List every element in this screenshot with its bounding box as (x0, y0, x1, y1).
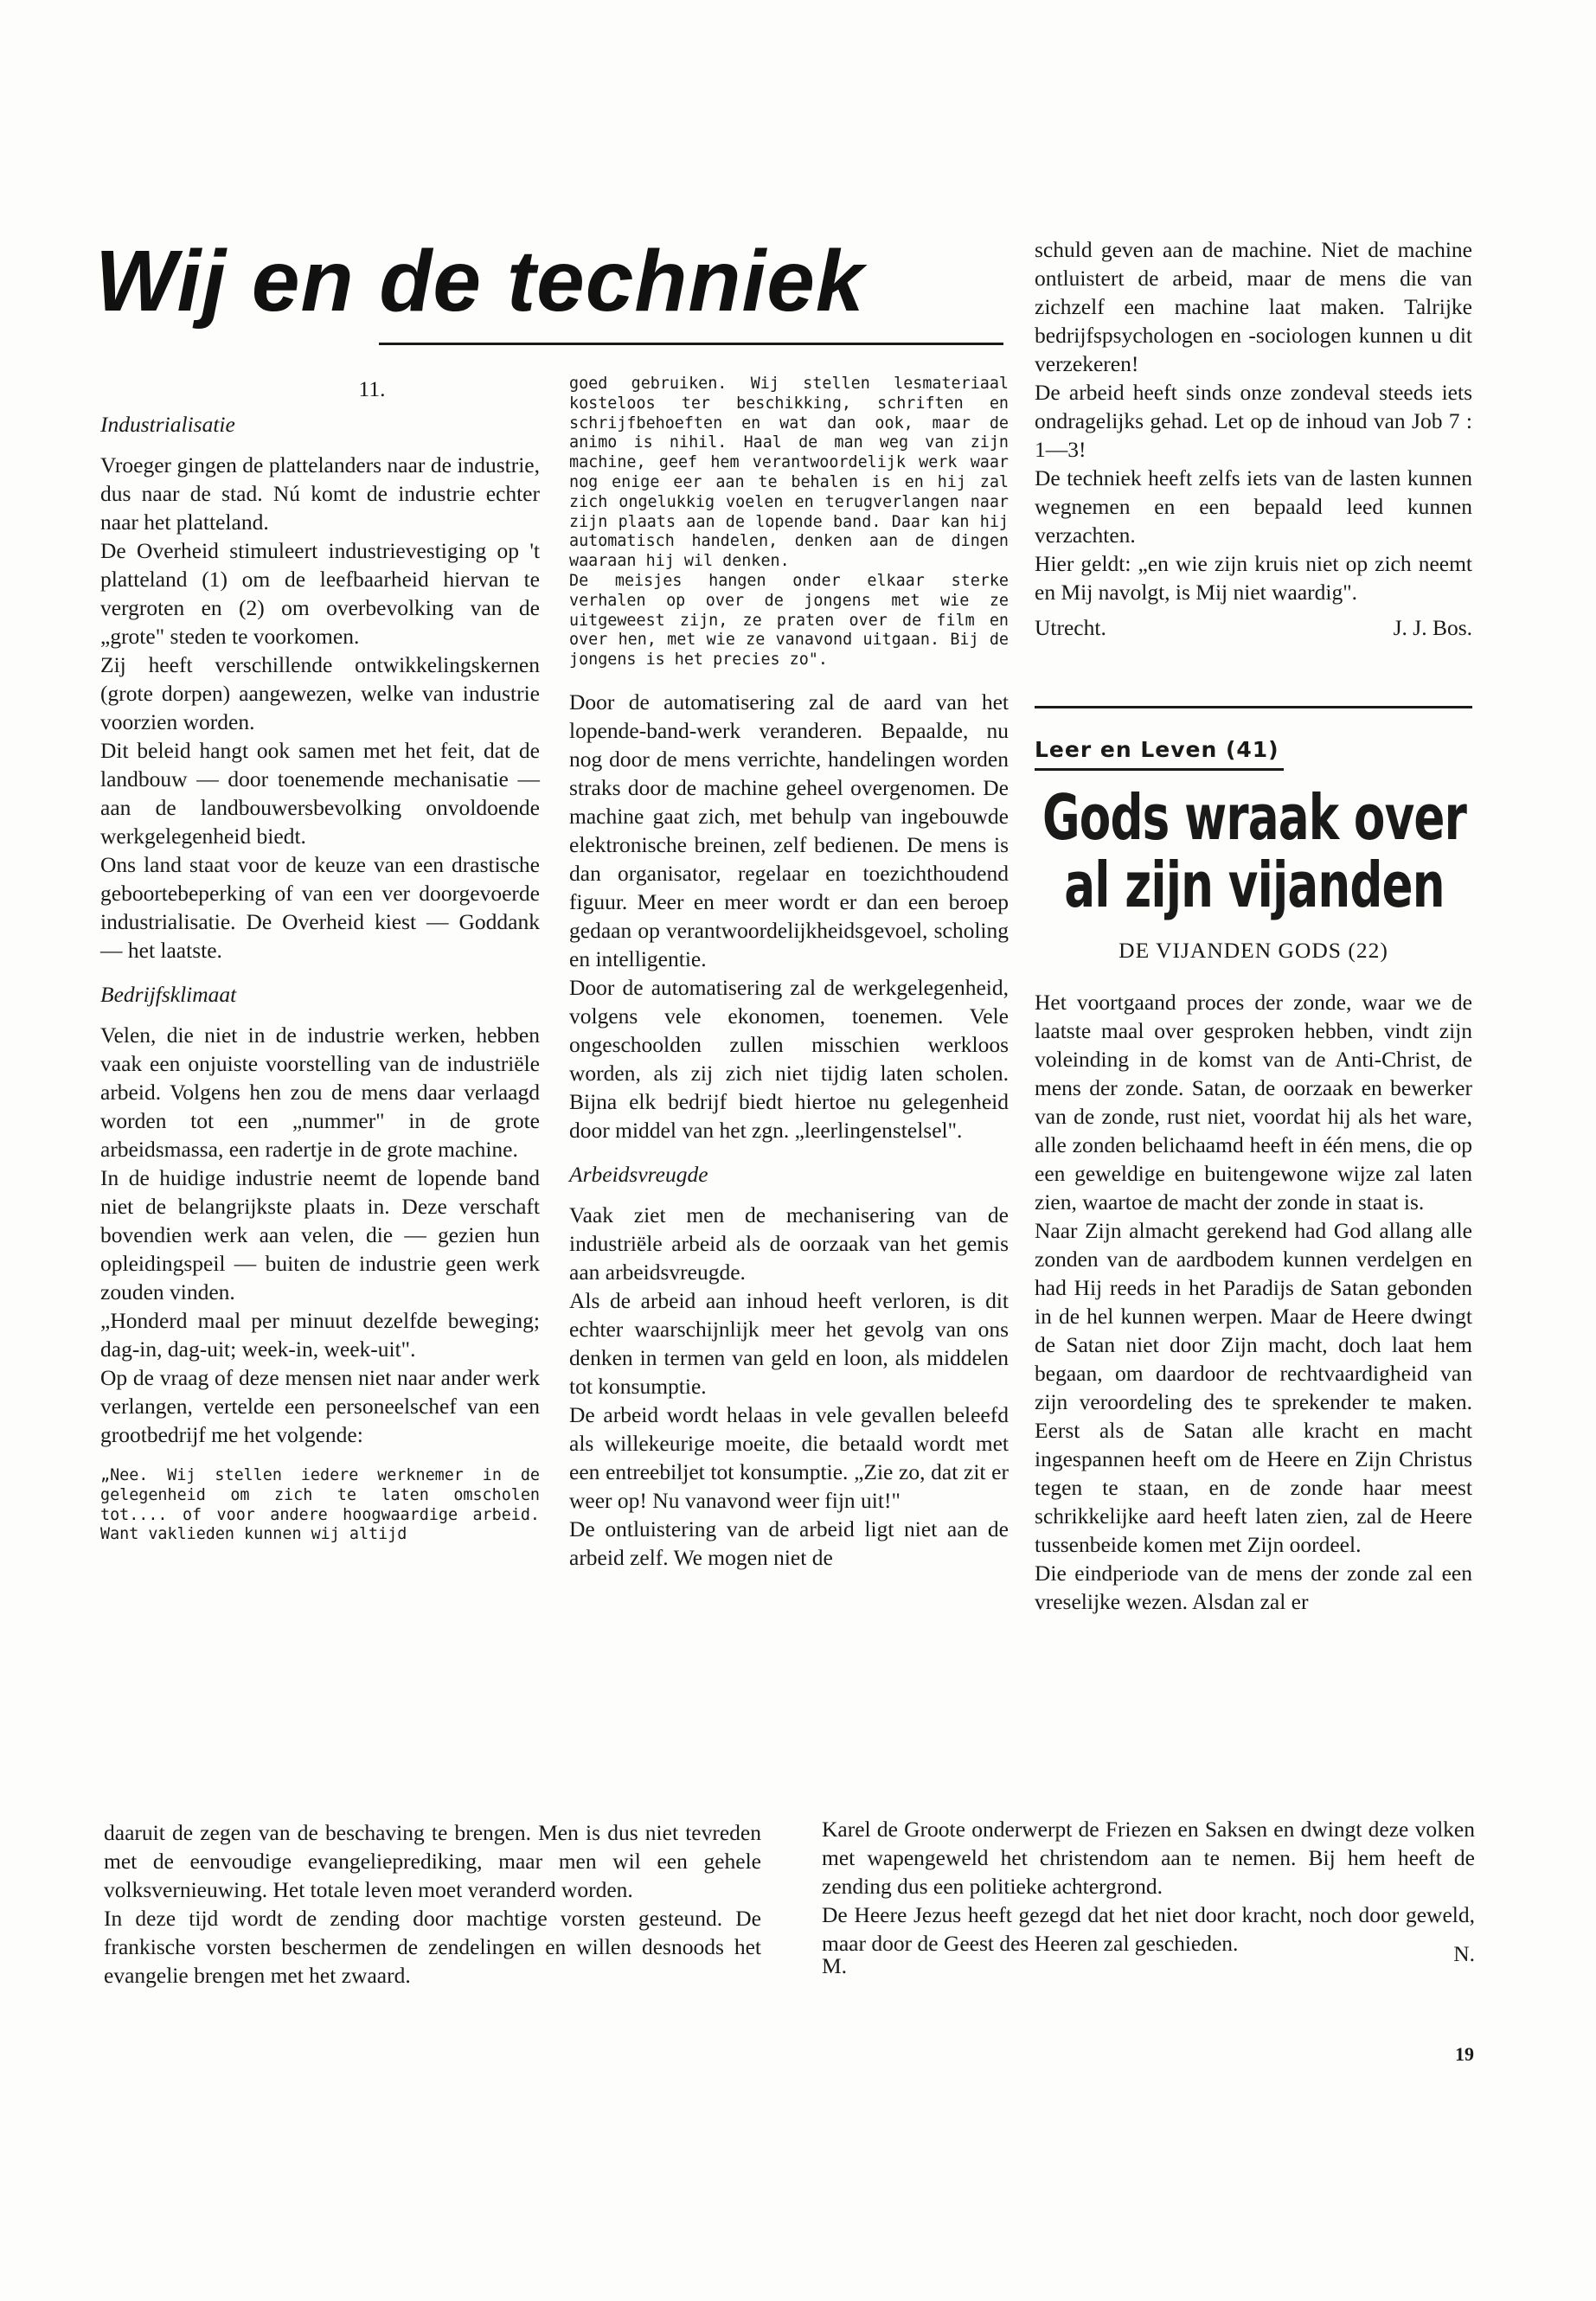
column-3 (1035, 235, 1472, 642)
page-number: 19 (1455, 2043, 1474, 2065)
title-rule (379, 343, 1003, 345)
signature-line (1035, 613, 1472, 642)
quote-paragraph: goed gebruiken. Wij stellen lesmateriaal kosteloos ter beschikking, schriften en schrijfbehoeften en wat dan ook, maar de animo is nihil. Haal de man weg van zijn machine, geef hem verantwoordelijk werk waar nog enige eer aan te behalen is en hij zal zich ongelukkig voelen en terugverlangen naar zijn plaats aan de lopende band. Daar kan hij automatisch handelen, denken aan de dingen waaraan hij wil denken. (569, 375, 1009, 571)
series-label: Leer en Leven (41) (1035, 737, 1279, 762)
place: Utrecht. (1035, 615, 1106, 640)
headline (995, 781, 1514, 921)
section-heading-industrialisatie: Industrialisatie (100, 412, 235, 437)
section-heading-arbeidsvreugde: Arbeidsvreugde (569, 1161, 708, 1187)
column-3-article-2 (1035, 988, 1472, 1616)
section-heading-bedrijfsklimaat: Bedrijfsklimaat (100, 982, 237, 1007)
paragraph: De arbeid wordt helaas in vele gevallen beleefd als willekeurige moeite, die betaald wordt met een entreebiljet tot konsumptie. „Zie zo, dat zit er weer op! Nu vanavond weer fijn uit!" (569, 1401, 1009, 1513)
paragraph: De ontluistering van de arbeid ligt niet aan de arbeid zelf. We mogen niet de (569, 1516, 1009, 1570)
initials-line (822, 1941, 1475, 1978)
paragraph: De Overheid stimuleert industrievestiging op 't platteland (1) om de leefbaarheid hiervan te vergroten en (2) om overbevolking van de „grote" steden te voorkomen. (100, 538, 540, 649)
paragraph: Velen, die niet in de industrie werken, hebben vaak een onjuiste voorstelling van de industriële arbeid. Volgens hen zou de mens daar verlaagd worden tot een „nummer" in de grote arbeidsmassa, een radertje in de grote machine. (100, 1022, 540, 1162)
column-2 (569, 375, 1009, 1572)
headline-line-1: Gods wraak over (1042, 781, 1467, 854)
paragraph: Zij heeft verschillende ontwikkelingskernen (grote dorpen) aangewezen, welke van industrie voorzien worden. (100, 652, 540, 734)
paragraph: De Heere Jezus heeft gezegd dat het niet door kracht, noch door geweld, maar door de Geest des Heeren zal geschieden. (822, 1902, 1475, 1956)
bottom-right-text (822, 1815, 1475, 1978)
quote-continued (569, 375, 1009, 670)
paragraph: Vroeger gingen de plattelanders naar de industrie, dus naar de stad. Nú komt de industrie echter naar het platteland. (100, 452, 540, 535)
paragraph: In deze tijd wordt de zending door machtige vorsten gesteund. De frankische vorsten beschermen de zendelingen en willen desnoods het evangelie brengen met het zwaard. (104, 1906, 761, 1988)
article-title: Wij en de techniek (95, 233, 865, 330)
part-number: 11. (358, 376, 386, 401)
quote-block: „Nee. Wij stellen iedere werknemer in de gelegenheid om zich te laten omscholen tot.... of voor andere hoogwaardige arbeid. Want vaklieden kunnen wij altijd (100, 1466, 540, 1544)
initial-n: N. (1453, 1941, 1475, 1966)
paragraph: Hier geldt: „en wie zijn kruis niet op zich neemt en Mij navolgt, is Mij niet waardig". (1035, 551, 1472, 605)
section-rule (1035, 706, 1472, 708)
series-underline (1035, 768, 1284, 771)
paragraph: De techniek heeft zelfs iets van de lasten kunnen wegnemen en een bepaald leed kunnen verzachten. (1035, 465, 1472, 548)
paragraph: schuld geven aan de machine. Niet de machine ontluistert de arbeid, maar de mens die van zichzelf een machine laat maken. Talrijke bedrijfspsychologen en -sociologen kunnen u dit verzekeren! (1035, 237, 1472, 376)
article-subtitle: DE VIJANDEN GODS (22) (1118, 938, 1388, 963)
paragraph: Dit beleid hangt ook samen met het feit, dat de landbouw — door toenemende mechanisatie — aan de landbouwersbevolking onvoldoende werkgelegenheid biedt. (100, 738, 540, 849)
paragraph: Door de automatisering zal de werkgelegenheid, volgens vele ekonomen, toenemen. Vele ongeschoolden zullen misschien werkloos worden, als zij zich niet tijdig laten scholen. Bijna elk bedrijf biedt hiertoe nu gelegenheid door middel van het zgn. „leerlingenstelsel". (569, 974, 1009, 1143)
bottom-left-text (104, 1818, 761, 1990)
paragraph: Die eindperiode van de mens der zonde zal een vreselijke wezen. Alsdan zal er (1035, 1561, 1472, 1614)
paragraph: In de huidige industrie neemt de lopende band niet de belangrijkste plaats in. Deze verschaft bovendien werk aan velen, die — gezien hun opleidingspeil — buiten de industrie geen werk zouden vinden. (100, 1165, 540, 1304)
author: J. J. Bos. (1393, 615, 1472, 640)
quote-paragraph: De meisjes hangen onder elkaar sterke verhalen op over de jongens met wie ze uitgeweest zijn, ze praten over de film en over hen, met wie ze vanavond uitgaan. Bij de jongens is het precies zo". (569, 571, 1009, 670)
headline-line-2: al zijn vijanden (1064, 849, 1445, 921)
paragraph: Naar Zijn almacht gerekend had God allang alle zonden van de aardbodem kunnen verdelgen en had Hij reeds in het Paradijs de Satan gebonden in de hel kunnen werpen. Maar de Heere dwingt de Satan niet door Zijn macht, doch laat hem begaan, om daardoor de rechtvaardigheid van zijn veroordeling des te sprekender te maken. Eerst als de Satan alle kracht en macht ingespannen heeft om de Heere en Zijn Christus tegen te staan, en de zonde haar meest schrikkelijke aard heeft laten zien, zal de Heere tussenbeide komen met Zijn oordeel. (1035, 1218, 1472, 1557)
paragraph: Door de automatisering zal de aard van het lopende-band-werk veranderen. Bepaalde, nu nog door de mens verrichte, handelingen worden straks door de machine geheel overgenomen. De machine gaat zich, met behulp van ingebouwde elektronische breinen, zelf bedienen. De mens is dan organisator, regelaar en toezichthoudend figuur. Meer en meer wordt er dan een beroep gedaan op verantwoordelijkheidsgevoel, scholing en intelligentie. (569, 689, 1009, 971)
paragraph: daaruit de zegen van de beschaving te brengen. Men is dus niet tevreden met de eenvoudige evangelieprediking, maar men wil een gehele volksvernieuwing. Het totale leven moet veranderd worden. (104, 1820, 761, 1902)
initial-m: M. (822, 1953, 848, 1978)
paragraph: „Honderd maal per minuut dezelfde beweging; dag-in, dag-uit; week-in, week-uit". (100, 1308, 540, 1362)
paragraph: Ons land staat voor de keuze van een drastische geboortebeperking of van een ver doorgevoerde industrialisatie. De Overheid kiest — Goddank — het laatste. (100, 852, 540, 963)
paragraph: Het voortgaand proces der zonde, waar we de laatste maal over gesproken hebben, vindt zijn voleinding in de komst van de Anti-Christ, de mens der zonde. Satan, de oorzaak en bewerker van de zonde, rust niet, voordat hij als het ware, alle zonden belichaamd heeft in één mens, die op een geweldige en buitengewone wijze zal laten zien, waartoe de macht der zonde in staat is. (1035, 990, 1472, 1215)
paragraph: De arbeid heeft sinds onze zondeval steeds iets ondragelijks gehad. Let op de inhoud van Job 7 : 1—3! (1035, 380, 1472, 462)
paragraph: Als de arbeid aan inhoud heeft verloren, is dit echter waarschijnlijk meer het gevolg van ons denken in termen van geld en loon, als middelen tot konsumptie. (569, 1287, 1009, 1399)
paragraph: Op de vraag of deze mensen niet naar ander werk verlangen, vertelde een personeelschef van een grootbedrijf me het volgende: (100, 1365, 540, 1447)
column-1 (100, 375, 540, 1545)
paragraph: Karel de Groote onderwerpt de Friezen en Saksen en dwingt deze volken met wapengeweld het christendom aan te nemen. Bij hem heeft de zending dus een politieke achtergrond. (822, 1817, 1475, 1899)
paragraph: Vaak ziet men de mechanisering van de industriële arbeid als de oorzaak van het gemis aan arbeidsvreugde. (569, 1202, 1009, 1285)
